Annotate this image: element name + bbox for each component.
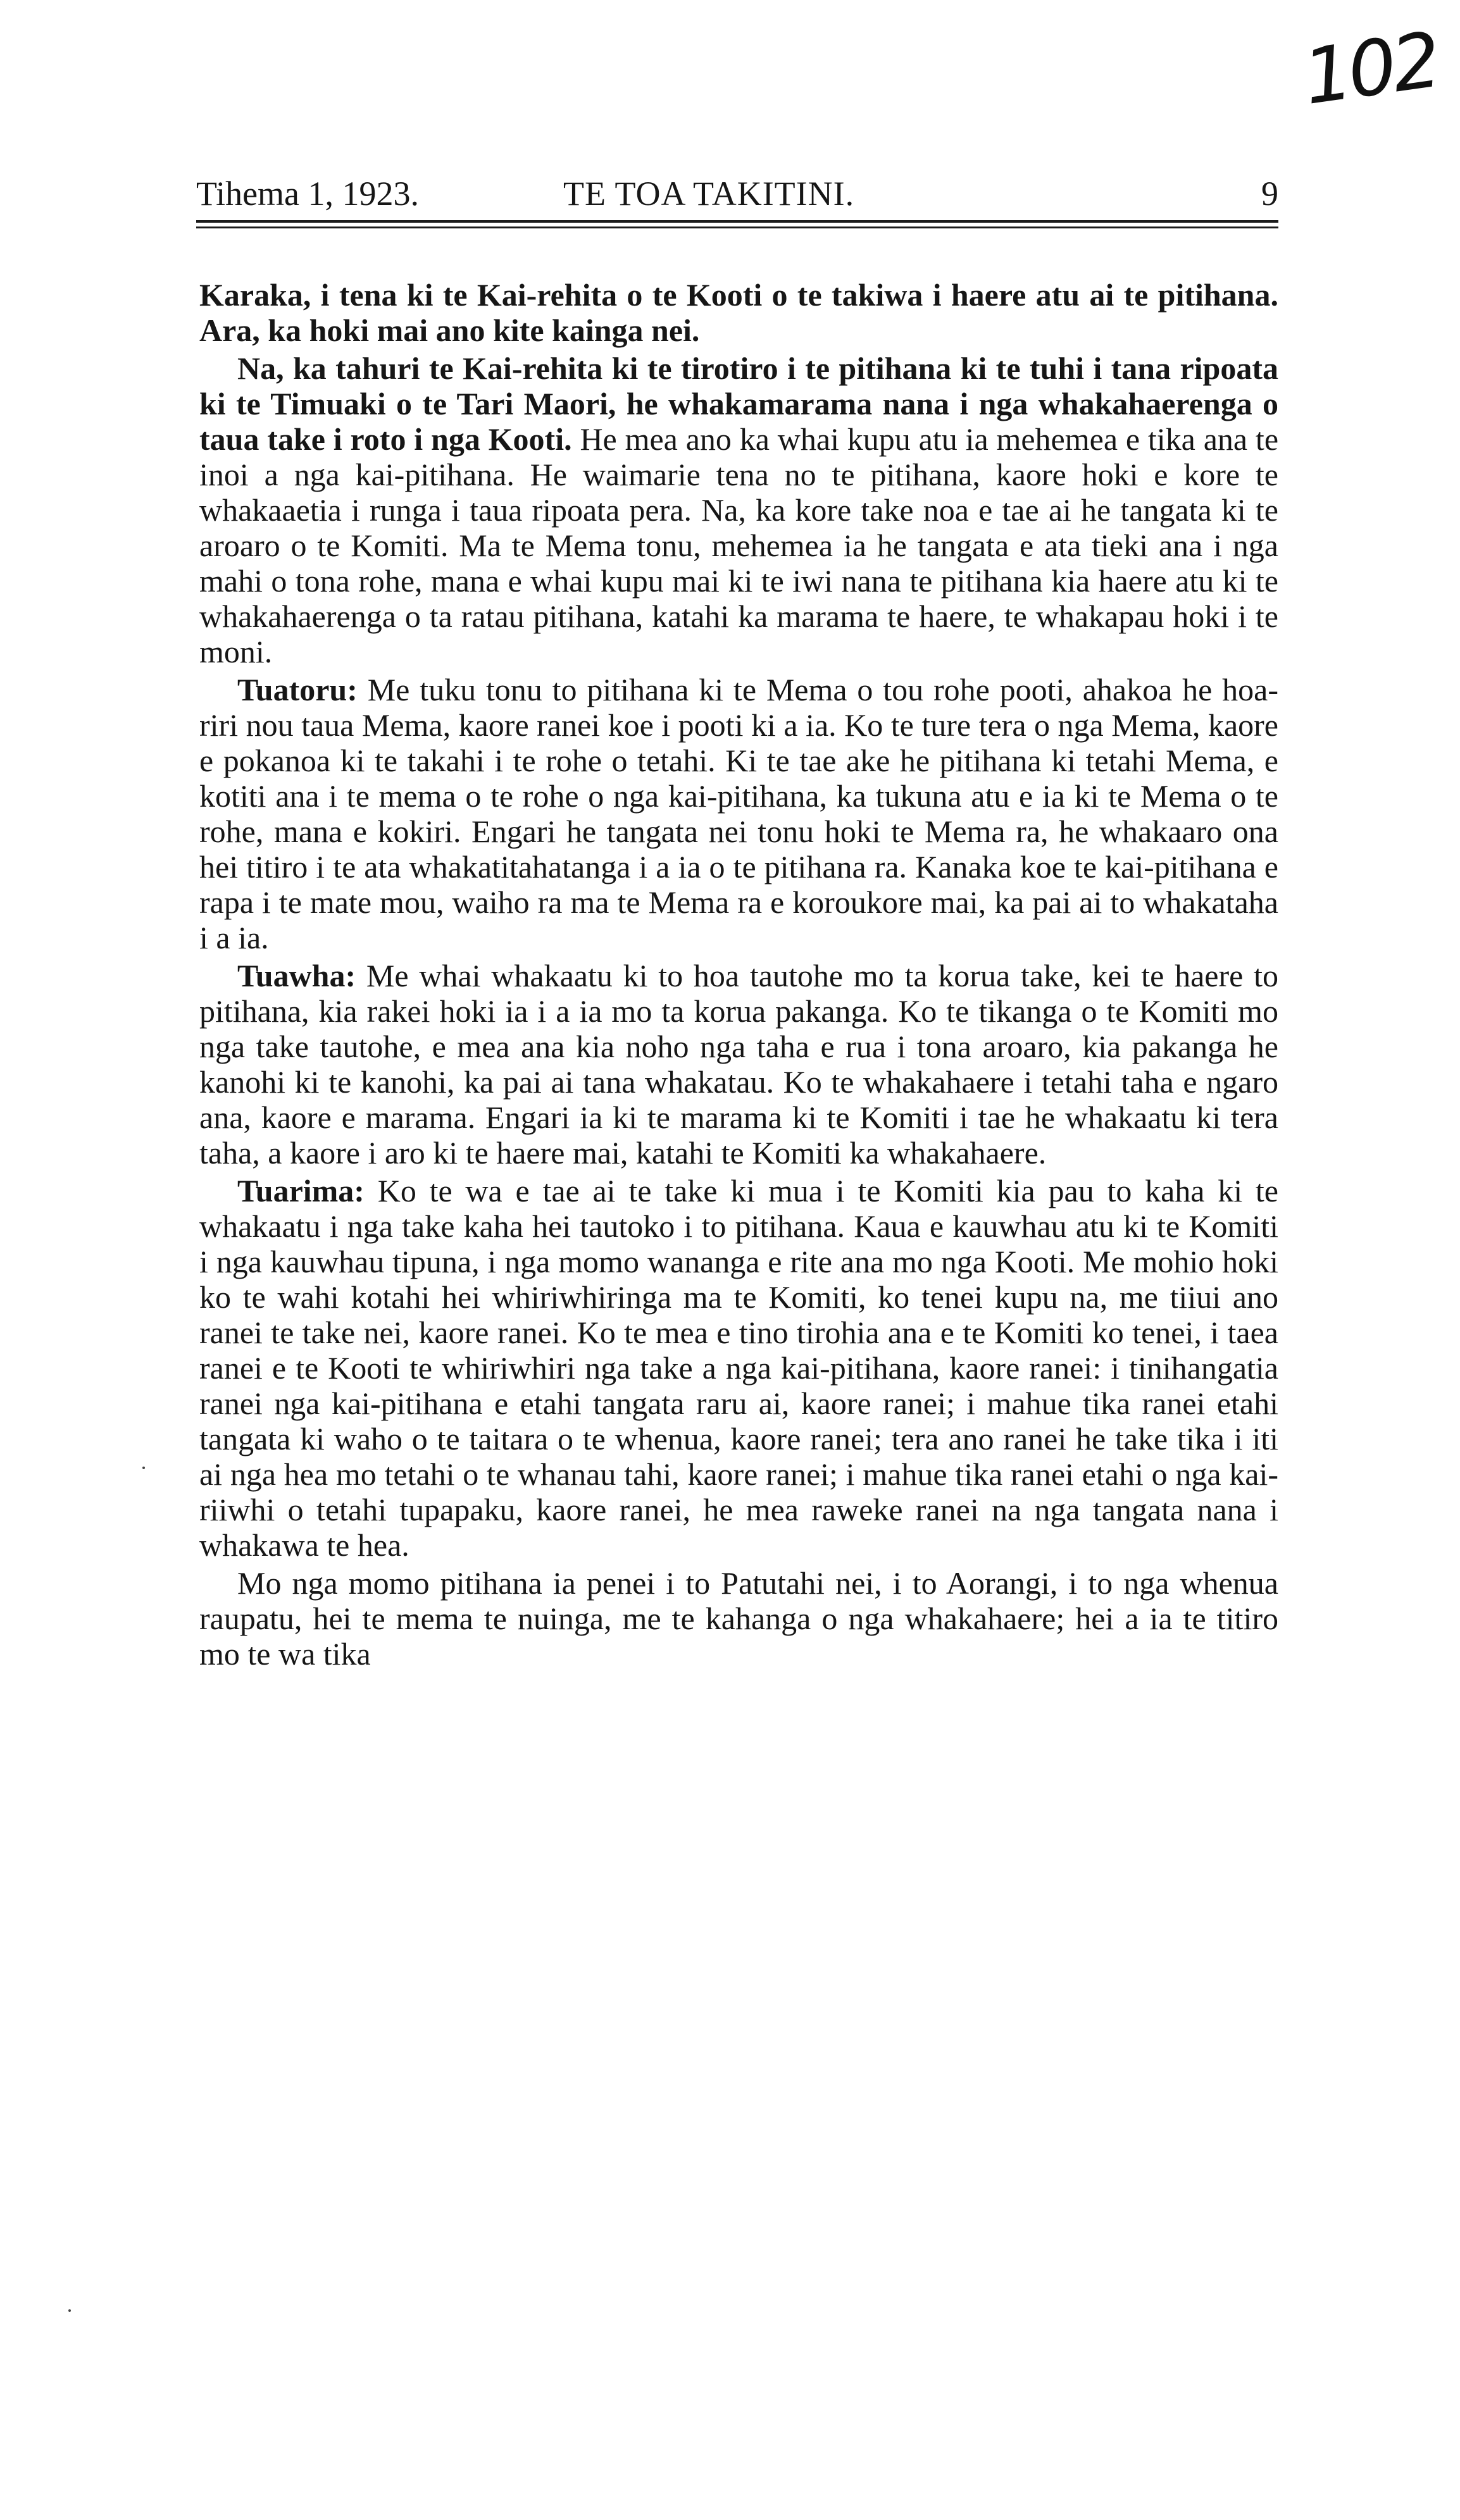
paragraph-tuawha-text: Me whai whakaatu ki to hoa tautohe mo ta korua take, kei te haere to pitihana, kia rakei hoki ia i a ia mo ta korua pakanga. Ko te tikanga o te Komiti mo nga take tautohe, e mea ana kia noho nga taha e rua i tona aroaro, kia pakanga he kanohi ki te kanohi, ka pai ai tana whakatau. Ko te whakahaere i tetahi taha e ngaro ana, kaore e marama. Engari ia ki te marama ki te Komiti i tae he whakaatu ki tera taha, a kaore i aro ki te haere mai, katahi te Komiti ka whakahaere.: [199, 958, 1278, 1170]
paragraph-tuarima: [199, 1173, 1278, 1563]
paragraph-karaka: [199, 277, 1278, 348]
paragraph-kai-rehita-text: He mea ano ka whai kupu atu ia mehemea e tika ana te inoi a nga kai-pitihana. He waimarie tena no te pitihana, kaore hoki e kore te whakaaetia i runga i taua ripoata pera. Na, ka kore take noa e tae ai he tangata ki te aroaro o te Komiti. Ma te Mema tonu, mehemea ia he tangata e ata tieki ana i nga mahi o tona rohe, mana e whai kupu mai ki te iwi nana te pitihana kia haere atu ki te whakahaerenga o ta ratau pitihana, katahi ka marama te haere, te whakapau hoki i te moni.: [199, 421, 1279, 669]
paragraph-tuarima-text: Ko te wa e tae ai te take ki mua i te Komiti kia pau to kaha ki te whakaatu i nga take kaha hei tautoko i to pitihana. Kaua e kauwhau atu ki te Komiti i nga kauwhau tipuna, i nga momo wananga e rite ana mo nga Kooti. Me mohio hoki ko te wahi kotahi hei whiriwhiringa ma te Komiti, ko tenei kupu na, me tiiui ano ranei te take nei, kaore ranei. Ko te mea e tino tirohia ana e te Komiti ko tenei, i taea ranei e te Kooti te whiriwhiri nga take a nga kai-pitihana, kaore ranei: i tinihangatia ranei nga kai-pitihana e etahi tangata raru ai, kaore ranei; i mahue tika ranei etahi tangata ki waho o te taitara o te whenua, kaore ranei; tera ano ranei he take tika i iti ai nga hea mo tetahi o te whanau tahi, kaore ranei; i mahue tika ranei etahi o nga kai-riiwhi o tetahi tupapaku, kaore ranei, he mea raweke ranei na nga tangata nana i whakawa te hea.: [199, 1173, 1279, 1563]
paragraph-kai-rehita: [199, 351, 1278, 669]
article-body: [199, 277, 1278, 1674]
paragraph-kai-rehita-bold-text: Na, ka tahuri te Kai-rehita ki te tirotiro i te pitihana ki te tuhi i tana ripoata ki te Timuaki o te Tari Maori, he whakamarama nana i nga whakahaerenga o taua take i roto i nga Kooti.: [199, 351, 1278, 457]
paragraph-tuatoru: [199, 672, 1278, 955]
paragraph-tuawha: [199, 958, 1278, 1170]
print-speck: [142, 1467, 145, 1469]
paragraph-mo-nga-momo-text: Mo nga momo pitihana ia penei i to Patutahi nei, i to Aorangi, i to nga whenua raupatu, hei te mema te nuinga, me te kahanga o nga whakahaere; hei a ia te titiro mo te wa tika: [199, 1565, 1278, 1672]
handwritten-page-annotation: 102: [1298, 16, 1443, 123]
header-date: Tihema 1, 1923.: [196, 175, 420, 213]
paragraph-tuatoru-lead: Tuatoru:: [237, 672, 358, 707]
header-rule-bottom: [196, 227, 1278, 228]
paragraph-karaka-text: Karaka, i tena ki te Kai-rehita o te Kooti o te takiwa i haere atu ai te pitihana. Ara, ka hoki mai ano kite kainga nei.: [199, 277, 1278, 348]
paragraph-tuarima-lead: Tuarima:: [237, 1173, 365, 1208]
paragraph-tuatoru-text: Me tuku tonu to pitihana ki te Mema o tou rohe pooti, ahakoa he hoa-riri nou taua Mema, kaore ranei koe i pooti ki a ia. Ko te ture tera o nga Mema, kaore e pokanoa ki te takahi i te rohe o tetahi. Ki te tae ake he pitihana ki tetahi Mema, e kotiti ana i te mema o te rohe o nga kai-pitihana, ka tukuna atu e ia ki te Mema o te rohe, mana e kokiri. Engari he tangata nei tonu hoki te Mema ra, he whakaaro ona hei titiro i te ata whakatitahatanga i a ia o te pitihana ra. Kanaka koe te kai-pitihana e rapa i te mate mou, waiho ra ma te Mema ra e koroukore mai, ka pai ai to whakataha i a ia.: [199, 672, 1278, 955]
print-speck: [68, 2309, 71, 2312]
header-rule-top: [196, 220, 1278, 223]
page-header: [196, 174, 1278, 218]
page-number: 9: [1261, 175, 1278, 213]
paragraph-mo-nga-momo: [199, 1565, 1278, 1672]
publication-title: TE TOA TAKITINI.: [563, 175, 855, 213]
paragraph-tuawha-lead: Tuawha:: [237, 958, 356, 993]
